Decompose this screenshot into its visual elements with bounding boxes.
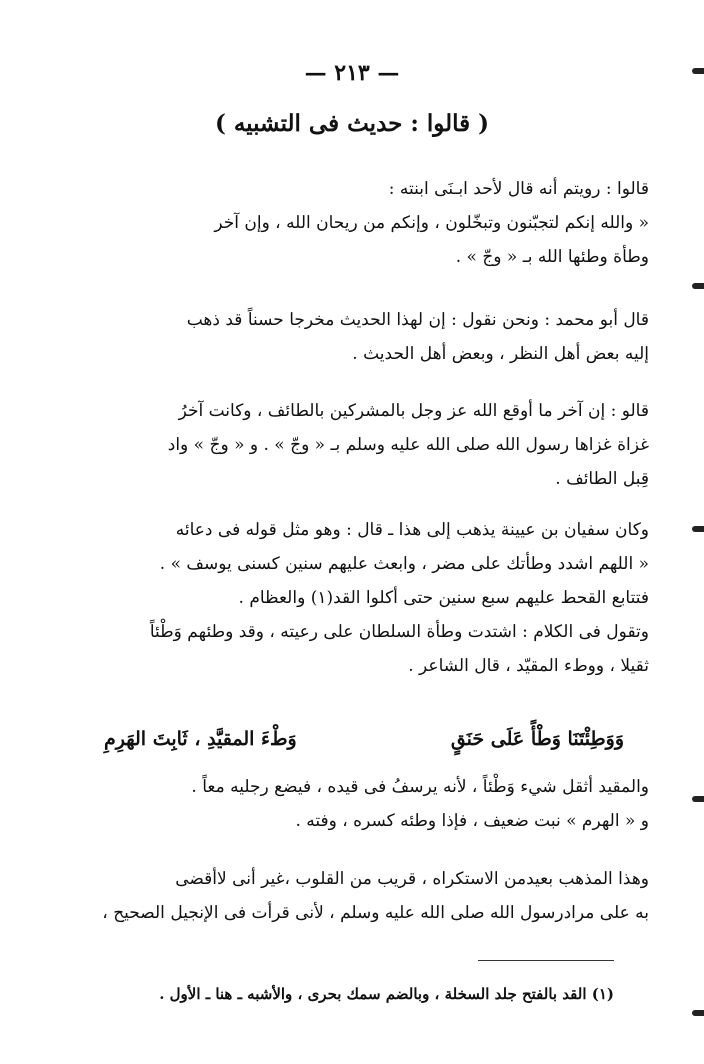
margin-mark — [692, 1010, 704, 1016]
verse-hemistich-1: وَوَطِئْتَنَا وَطْأً عَلَى حَنَقٍ — [450, 728, 624, 750]
page-number: — ٢١٣ — — [304, 60, 400, 86]
chapter-title: ( قالوا : حديث فى التشبيه ) — [214, 110, 490, 137]
footnote: (١) القد بالفتح جلد السخلة ، وبالضم سمك بحرى ، والأشبه ـ هنا ـ الأول . — [159, 985, 614, 1003]
footnote-divider — [478, 960, 614, 961]
text-line: قالو : إن آخر ما أوقع الله عز وجل بالمشركين بالطائف ، وكانت آخرُ — [178, 401, 649, 421]
poetry-verse — [104, 728, 624, 750]
margin-mark — [692, 526, 704, 532]
text-line: غزاة غزاها رسول الله صلى الله عليه وسلم بـ « وجّ » . و « وجّ » واد — [167, 435, 649, 455]
text-line: « والله إنكم لتجبّنون وتبخّلون ، وإنكم من ريحان الله ، وإن آخر — [214, 213, 649, 233]
paragraph-1 — [89, 172, 649, 274]
text-line: وطأة وطئها الله بـ « وجّ » . — [455, 247, 649, 267]
text-line: وكان سفيان بن عيينة يذهب إلى هذا ـ قال : وهو مثل قوله فى دعائه — [175, 520, 649, 540]
paragraph-4 — [89, 513, 649, 683]
text-line: وتقول فى الكلام : اشتدت وطأة السلطان على رعيته ، وقد وطئهم وَطْئاً — [149, 622, 649, 642]
text-line: فتتابع القحط عليهم سبع سنين حتى أكلوا القد(١) والعظام . — [238, 588, 649, 608]
margin-mark — [692, 283, 704, 289]
margin-mark — [692, 68, 704, 74]
text-line: قال أبو محمد : ونحن نقول : إن لهذا الحديث مخرجا حسناً قد ذهب — [186, 310, 649, 330]
text-line: قِبل الطائف . — [555, 469, 649, 489]
text-line: وهذا المذهب بعيدمن الاستكراه ، قريب من القلوب ،غير أنى لاأقضى — [175, 869, 649, 889]
paragraph-6 — [89, 862, 649, 930]
text-line: و « الهرم » نبت ضعيف ، فإذا وطئه كسره ، وفته . — [295, 811, 649, 831]
paragraph-5 — [89, 770, 649, 838]
text-line: والمقيد أثقل شيء وَطْئاً ، لأنه يرسفُ فى قيده ، فيضع رجليه معاً . — [191, 777, 649, 797]
text-line: إليه بعض أهل النظر ، وبعض أهل الحديث . — [352, 344, 649, 364]
text-line: ثقيلا ، ووطء المقيّد ، قال الشاعر . — [408, 656, 649, 676]
paragraph-2 — [89, 303, 649, 371]
text-line: به على مرادرسول الله صلى الله عليه وسلم ، لأنى قرأت فى الإنجيل الصحيح ، — [102, 903, 649, 923]
paragraph-3 — [89, 394, 649, 496]
verse-hemistich-2: وَطْءَ المقيَّدِ ، ثَابِتَ الهَرِمِ — [104, 728, 297, 750]
text-line: قالوا : رويتم أنه قال لأحد ابـنَى ابنته : — [388, 179, 649, 199]
margin-mark — [692, 796, 704, 802]
text-line: « اللهم اشدد وطأتك على مضر ، وابعث عليهم سنين كسنى يوسف » . — [159, 554, 649, 574]
